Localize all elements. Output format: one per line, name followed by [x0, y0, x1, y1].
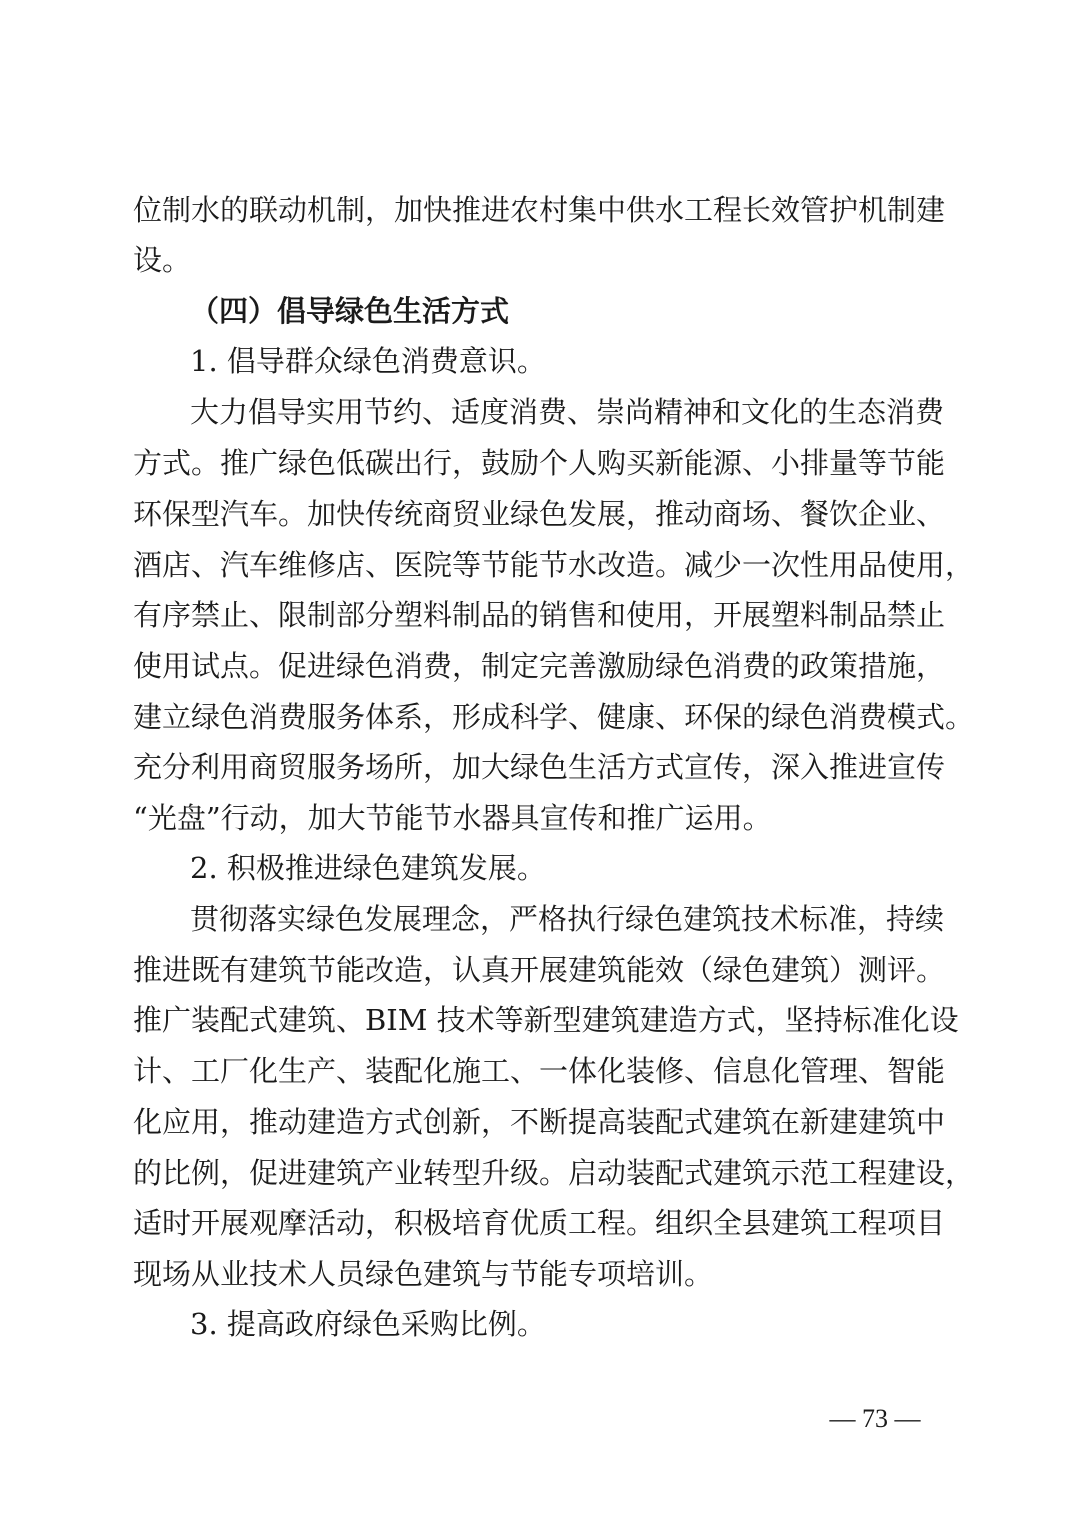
body-text-line: 位制水的联动机制，加快推进农村集中供水工程长效管护机制建: [133, 193, 946, 227]
body-text-line: 环保型汽车。加快传统商贸业绿色发展，推动商场、餐饮企业、: [133, 497, 946, 531]
body-text-line: 贯彻落实绿色发展理念，严格执行绿色建筑技术标准，持续: [190, 902, 945, 936]
page-number: — 73 —: [829, 1404, 921, 1433]
body-text-line: 化应用，推动建造方式创新，不断提高装配式建筑在新建建筑中: [133, 1105, 946, 1139]
subsection-heading: 1. 倡导群众绿色消费意识。: [190, 344, 546, 378]
section-heading: （四）倡导绿色生活方式: [190, 294, 510, 328]
body-text-line: 适时开展观摩活动，积极培育优质工程。组织全县建筑工程项目: [133, 1206, 946, 1240]
body-text-line: 推广装配式建筑、BIM 技术等新型建筑建造方式，坚持标准化设: [133, 1003, 959, 1037]
body-text-line: 有序禁止、限制部分塑料制品的销售和使用，开展塑料制品禁止: [133, 598, 946, 632]
body-text-line: 充分利用商贸服务场所，加大绿色生活方式宣传，深入推进宣传: [133, 750, 946, 784]
subsection-heading: 2. 积极推进绿色建筑发展。: [190, 851, 546, 885]
body-text-line: 酒店、汽车维修店、医院等节能节水改造。减少一次性用品使用，: [133, 548, 975, 582]
body-text-line: 现场从业技术人员绿色建筑与节能专项培训。: [133, 1257, 714, 1291]
body-text-line: 方式。推广绿色低碳出行，鼓励个人购买新能源、小排量等节能: [133, 446, 946, 480]
body-text-line: 大力倡导实用节约、适度消费、崇尚精神和文化的生态消费: [190, 395, 945, 429]
body-text-line: 建立绿色消费服务体系，形成科学、健康、环保的绿色消费模式。: [133, 700, 975, 734]
body-text-line: 的比例，促进建筑产业转型升级。启动装配式建筑示范工程建设，: [133, 1156, 975, 1190]
body-text-line: “光盘”行动，加大节能节水器具宣传和推广运用。: [133, 801, 772, 835]
body-text-line: 使用试点。促进绿色消费，制定完善激励绿色消费的政策措施，: [133, 649, 946, 683]
body-text-line: 推进既有建筑节能改造，认真开展建筑能效（绿色建筑）测评。: [133, 953, 946, 987]
body-text-line: 计、工厂化生产、装配化施工、一体化装修、信息化管理、智能: [133, 1054, 946, 1088]
subsection-heading: 3. 提高政府绿色采购比例。: [190, 1307, 546, 1341]
body-text-line: 设。: [133, 243, 192, 277]
